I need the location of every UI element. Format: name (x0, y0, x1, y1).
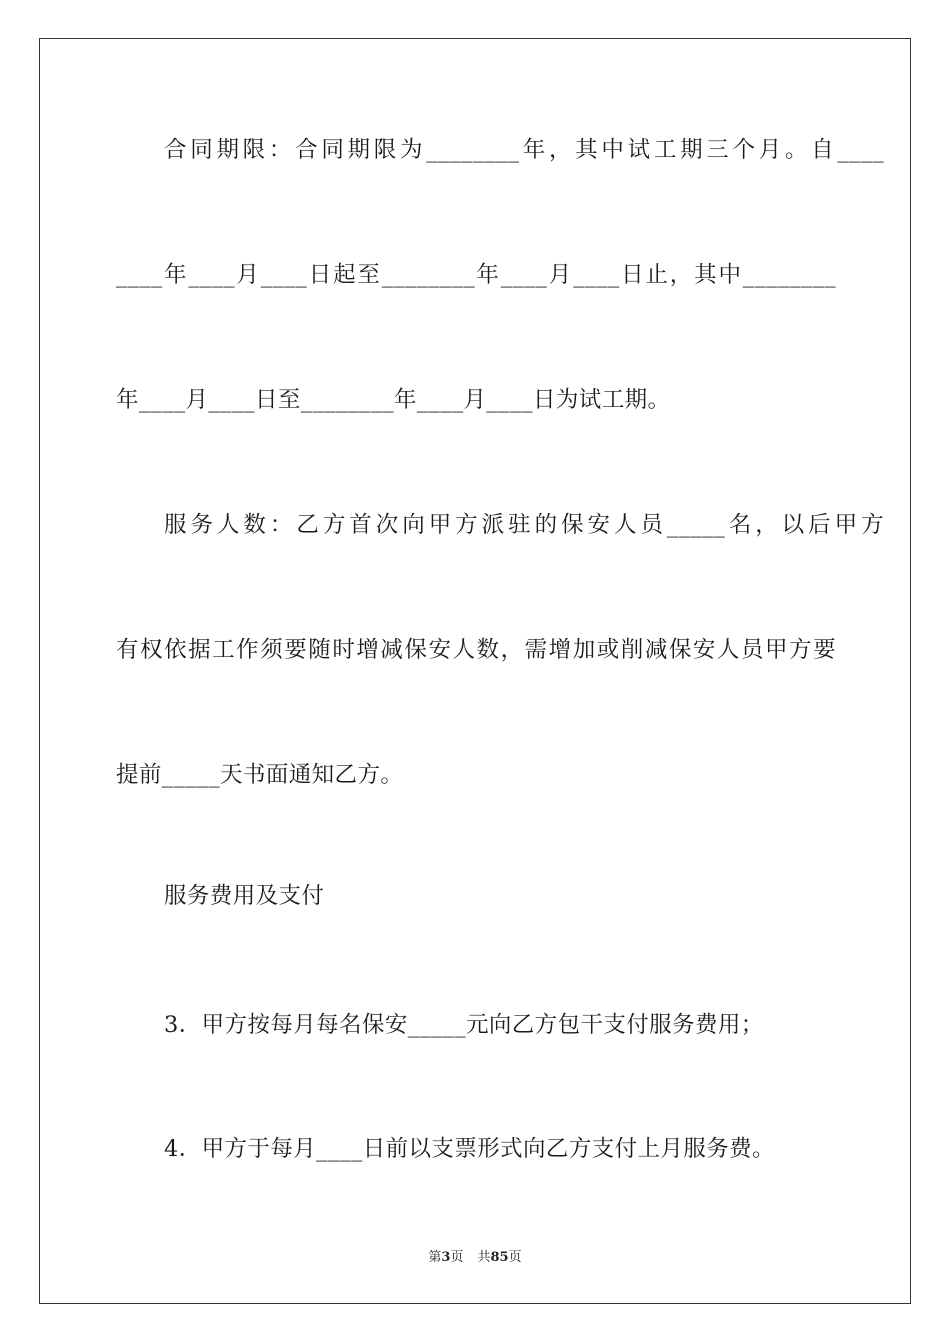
paragraph-line: 年____月____日至________年____月____日为试工期。 (116, 387, 671, 413)
page-suffix: 页 (450, 1250, 464, 1265)
paragraph-line: 提前_____天书面通知乙方。 (116, 762, 404, 788)
page-border (39, 38, 911, 1304)
paragraph-line: 有权依据工作须要随时增减保安人数，需增加或削减保安人员甲方要 (116, 637, 836, 663)
page-prefix: 第 (428, 1250, 442, 1265)
total-suffix: 页 (508, 1250, 522, 1265)
total-prefix: 共 (477, 1250, 491, 1265)
section-heading: 服务费用及支付 (164, 883, 325, 909)
paragraph-line: ____年____月____日起至________年____月____日止，其中________ (116, 262, 836, 288)
current-page-number: 3 (441, 1250, 451, 1265)
total-page-number: 85 (490, 1250, 509, 1265)
paragraph-line: 3．甲方按每月每名保安_____元向乙方包干支付服务费用； (164, 1012, 764, 1038)
paragraph-line: 合同期限：合同期限为________年，其中试工期三个月。自____ (164, 137, 884, 163)
page-footer (0, 1246, 950, 1265)
paragraph-line: 服务人数：乙方首次向甲方派驻的保安人员_____名，以后甲方 (164, 512, 884, 538)
paragraph-line: 4．甲方于每月____日前以支票形式向乙方支付上月服务费。 (164, 1136, 775, 1162)
